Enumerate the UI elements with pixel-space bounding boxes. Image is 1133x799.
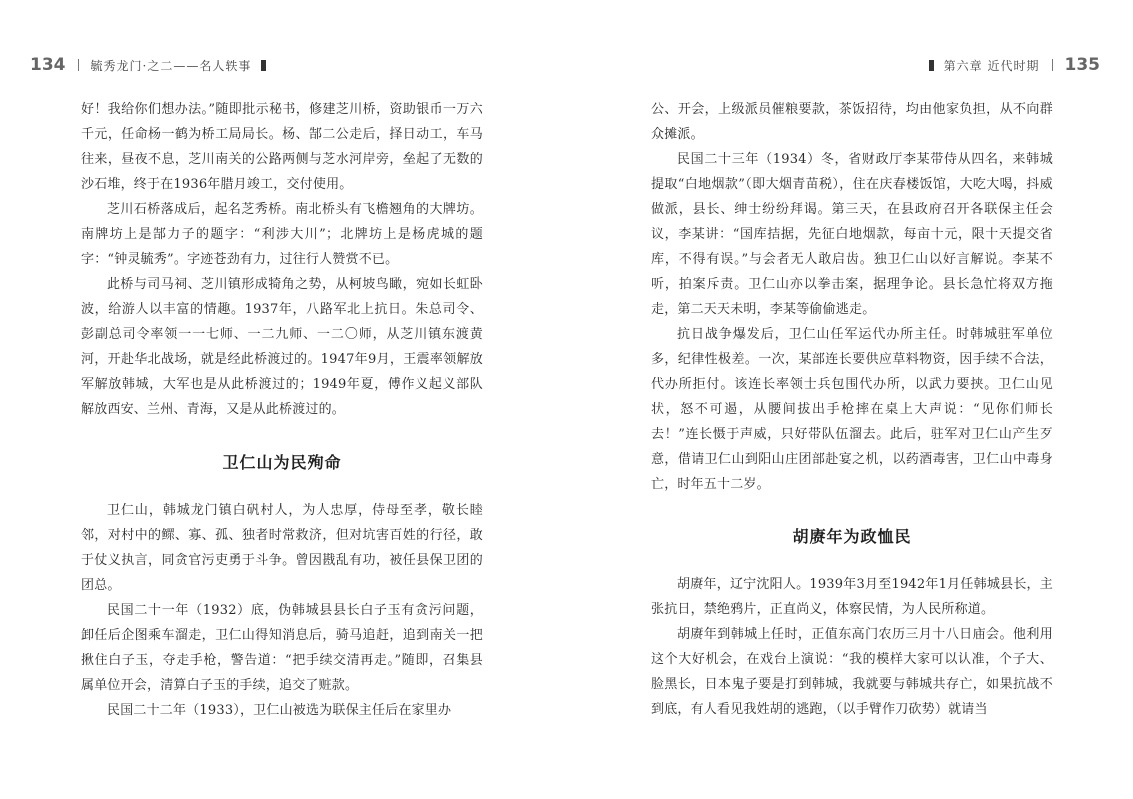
right-page-header [919, 53, 1100, 77]
paragraph: 好！我给你们想办法。”随即批示秘书，修建芝川桥，资助银币一万六千元，任命杨一鹤为桥工局局长。杨、郜二公走后，择日动工，车马往来，昼夜不息，芝川南关的公路两侧与芝水河岸旁，垒起了无数的沙石堆，终于在1936年腊月竣工，交付使用。 [81, 102, 483, 192]
right-page [566, 0, 1133, 799]
paragraph: 民国二十一年（1932）底，伪韩城县县长白子玉有贪污问题，卸任后企图乘车溜走，卫仁山得知消息后，骑马追赶，追到南关一把揪住白子玉，夺走手枪，警告道：“把手续交清再走。”随即，召集县属单位开会，清算白子玉的手续，追交了赃款。 [81, 603, 483, 693]
left-page-number: 134 [30, 55, 66, 75]
left-page-content [81, 97, 483, 723]
section-title: 胡赓年为政恤民 [792, 527, 912, 546]
paragraph: 卫仁山，韩城龙门镇白矾村人，为人忠厚，侍母至孝，敬长睦邻，对村中的鳏、寡、孤、独者时常救济，但对坑害百姓的行径，敢于仗义执言，同贪官污吏勇于斗争。曾因戡乱有功，被任县保卫团的团总。 [81, 503, 483, 593]
header-block-mark [261, 60, 266, 71]
left-page [0, 0, 566, 799]
header-block-mark [929, 60, 934, 71]
paragraph: 公、开会，上级派员催粮要款，茶饭招待，均由他家负担，从不向群众摊派。 [651, 102, 1053, 142]
right-page-content [651, 97, 1053, 722]
paragraph: 民国二十二年（1933），卫仁山被选为联保主任后在家里办 [107, 703, 452, 718]
right-running-title: 第六章 近代时期 [943, 58, 1040, 73]
paragraph: 芝川石桥落成后，起名芝秀桥。南北桥头有飞檐翘角的大牌坊。南牌坊上是郜力子的题字：“利涉大川”；北牌坊上是杨虎城的题字：“钟灵毓秀”。字迹苍劲有力，过往行人赞赏不已。 [81, 202, 483, 267]
left-page-header [30, 53, 276, 77]
paragraph: 抗日战争爆发后，卫仁山任军运代办所主任。时韩城驻军单位多，纪律性极差。一次，某部连长要供应草料物资，因手续不合法，代办所拒付。该连长率领士兵包围代办所，以武力要挟。卫仁山见状，怒不可遏，从腰间拔出手枪摔在桌上大声说：“见你们师长去！”连长慑于声威，只好带队伍溜去。此后，驻军对卫仁山产生歹意，借请卫仁山到阳山庄团部赴宴之机，以药酒毒害，卫仁山中毒身亡，时年五十二岁。 [651, 327, 1053, 492]
paragraph: 此桥与司马祠、芝川镇形成犄角之势，从柯坡鸟瞰，宛如长虹卧波，给游人以丰富的情趣。1937年，八路军北上抗日。朱总司令、彭副总司令率领一一七师、一二九师、一二〇师，从芝川镇东渡黄河，开赴华北战场，就是经此桥渡过的。1947年9月，王震率领解放军解放韩城，大军也是从此桥渡过的；1949年夏，傅作义起义部队解放西安、兰州、青海，又是从此桥渡过的。 [81, 277, 483, 417]
left-running-title: 毓秀龙门·之二——名人轶事 [90, 58, 252, 73]
section-title: 卫仁山为民殉命 [222, 453, 342, 472]
header-divider [78, 59, 79, 71]
right-page-number: 135 [1064, 55, 1100, 75]
paragraph: 胡赓年，辽宁沈阳人。1939年3月至1942年1月任韩城县长，主张抗日，禁绝鸦片，正直尚义，体察民情，为人民所称道。 [651, 577, 1053, 617]
header-divider [1052, 59, 1053, 71]
paragraph: 民国二十三年（1934）冬，省财政厅李某带侍从四名，来韩城提取“白地烟款”（即大烟青苗税），住在庆春楼饭馆，大吃大喝，抖威做派，县长、绅士纷纷拜谒。第三天，在县政府召开各联保主任会议，李某讲：“国库拮据，先征白地烟款，每亩十元，限十天提交省库，不得有误。”与会者无人敢启齿。独卫仁山以好言解说。李某不听，拍案斥责。卫仁山亦以拳击案，据理争论。县长急忙将双方拖走，第二天天未明，李某等偷偷逃走。 [651, 152, 1053, 317]
paragraph: 胡赓年到韩城上任时，正值东高门农历三月十八日庙会。他利用这个大好机会，在戏台上演说：“我的模样大家可以认准，个子大、脸黑长，日本鬼子要是打到韩城，我就要与韩城共存亡，如果抗战不到底，有人看见我姓胡的逃跑，（以手臂作刀砍势）就请当 [651, 627, 1053, 717]
